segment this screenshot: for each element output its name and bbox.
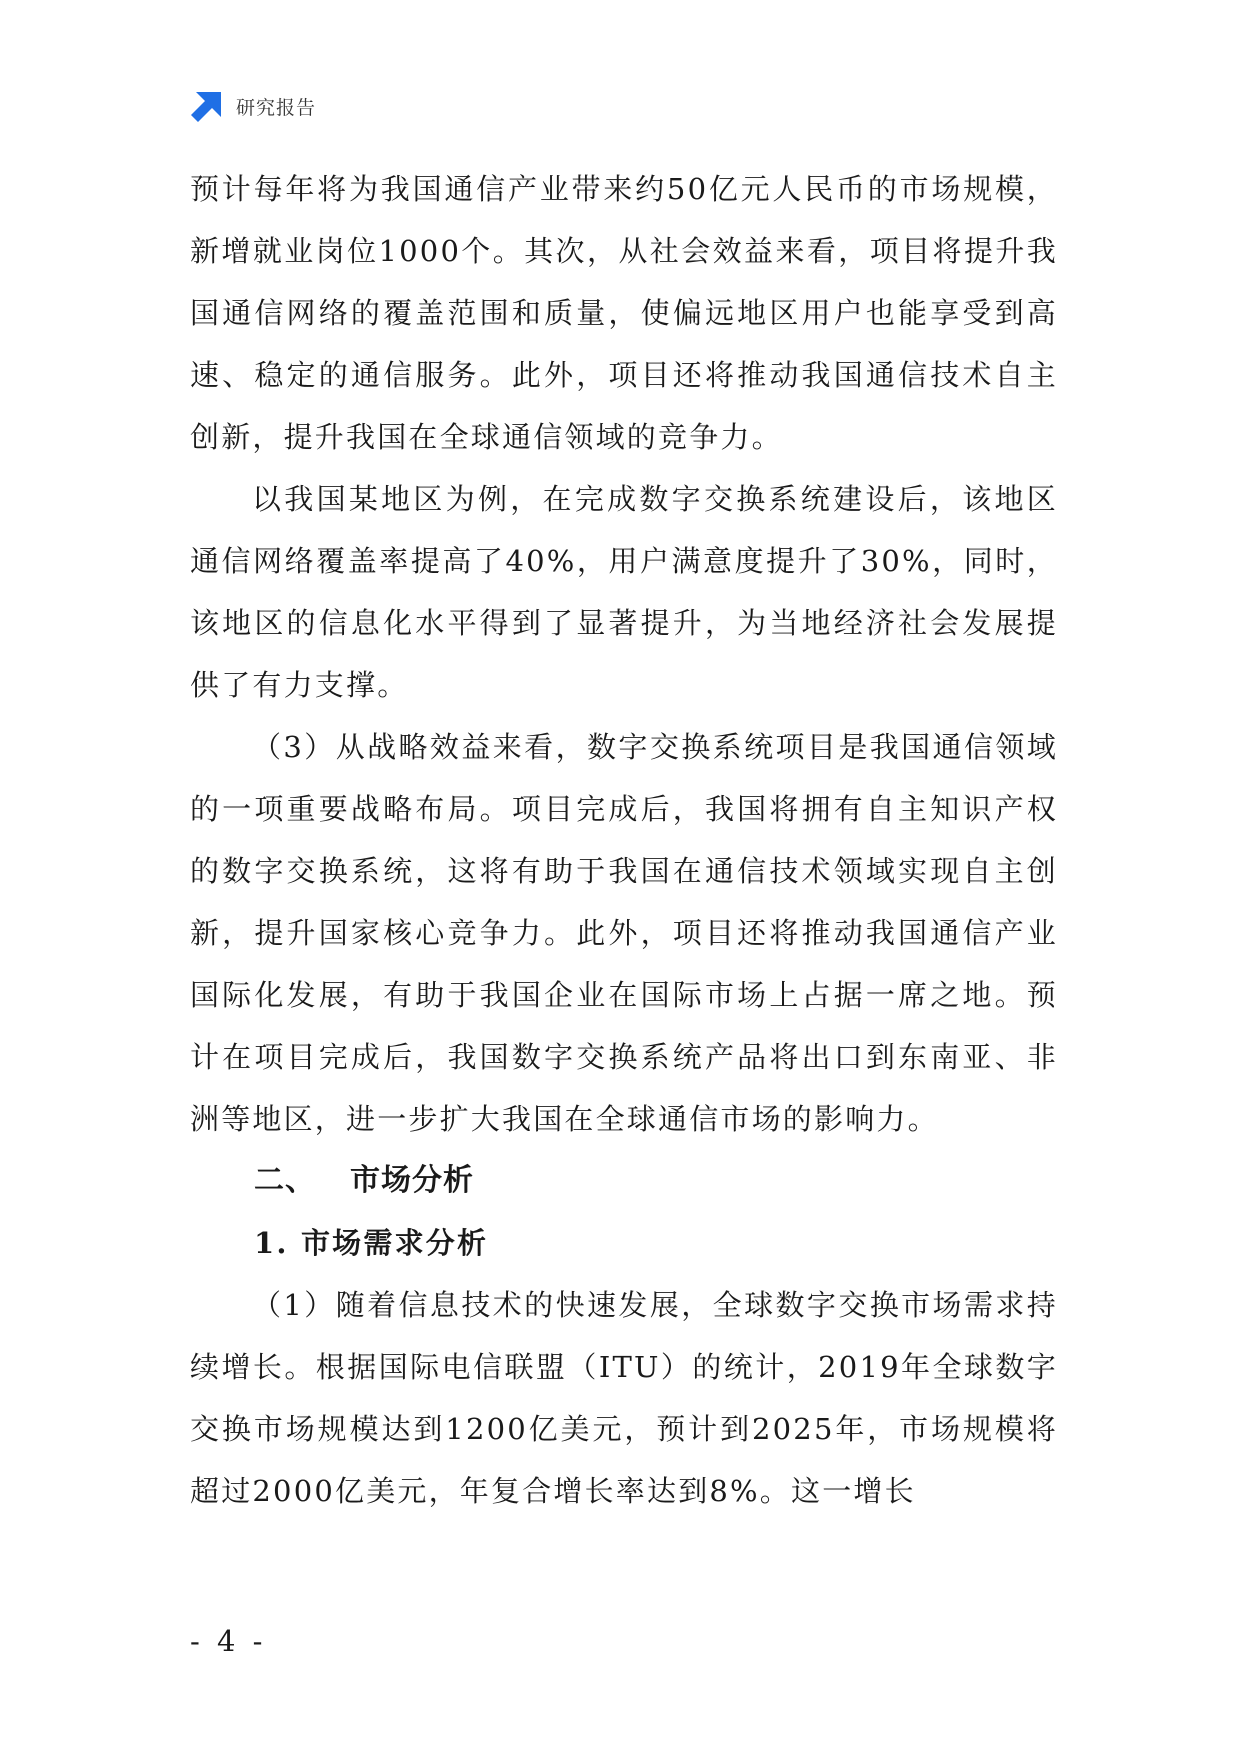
page-number: - 4 - [190,1624,267,1658]
header-title: 研究报告 [236,96,317,119]
report-header [190,88,316,124]
paragraph-3: （3）从战略效益来看，数字交换系统项目是我国通信领域的一项重要战略布局。项目完成后，我国将拥有自主知识产权的数字交换系统，这将有助于我国在通信技术领域实现自主创新，提升国家核心竞争力。此外，项目还将推动我国通信产业国际化发展，有助于我国企业在国际市场上占据一席之地。预计在项目完成后，我国数字交换系统产品将出口到东南亚、非洲等地区，进一步扩大我国在全球通信市场的影响力。 [190,730,1058,1136]
section-title: 市场分析 [350,1163,474,1198]
arrow-up-right-icon [190,89,224,123]
paragraph-1: 预计每年将为我国通信产业带来约50亿元人民币的市场规模，新增就业岗位1000个。其次，从社会效益来看，项目将提升我国通信网络的覆盖范围和质量，使偏远地区用户也能享受到高速、稳定的通信服务。此外，项目还将推动我国通信技术自主创新，提升我国在全球通信领域的竞争力。 [190,172,1058,454]
section-number: 二、 [254,1163,316,1198]
subsection-heading: 1. 市场需求分析 [254,1226,489,1260]
paragraph-4: （1）随着信息技术的快速发展，全球数字交换市场需求持续增长。根据国际电信联盟（ITU）的统计，2019年全球数字交换市场规模达到1200亿美元，预计到2025年，市场规模将超过2000亿美元，年复合增长率达到8%。这一增长 [190,1288,1058,1508]
section-heading [190,1150,1058,1212]
document-body [190,158,1058,1522]
paragraph-2: 以我国某地区为例，在完成数字交换系统建设后，该地区通信网络覆盖率提高了40%，用户满意度提升了30%，同时，该地区的信息化水平得到了显著提升，为当地经济社会发展提供了有力支撑。 [190,482,1058,702]
